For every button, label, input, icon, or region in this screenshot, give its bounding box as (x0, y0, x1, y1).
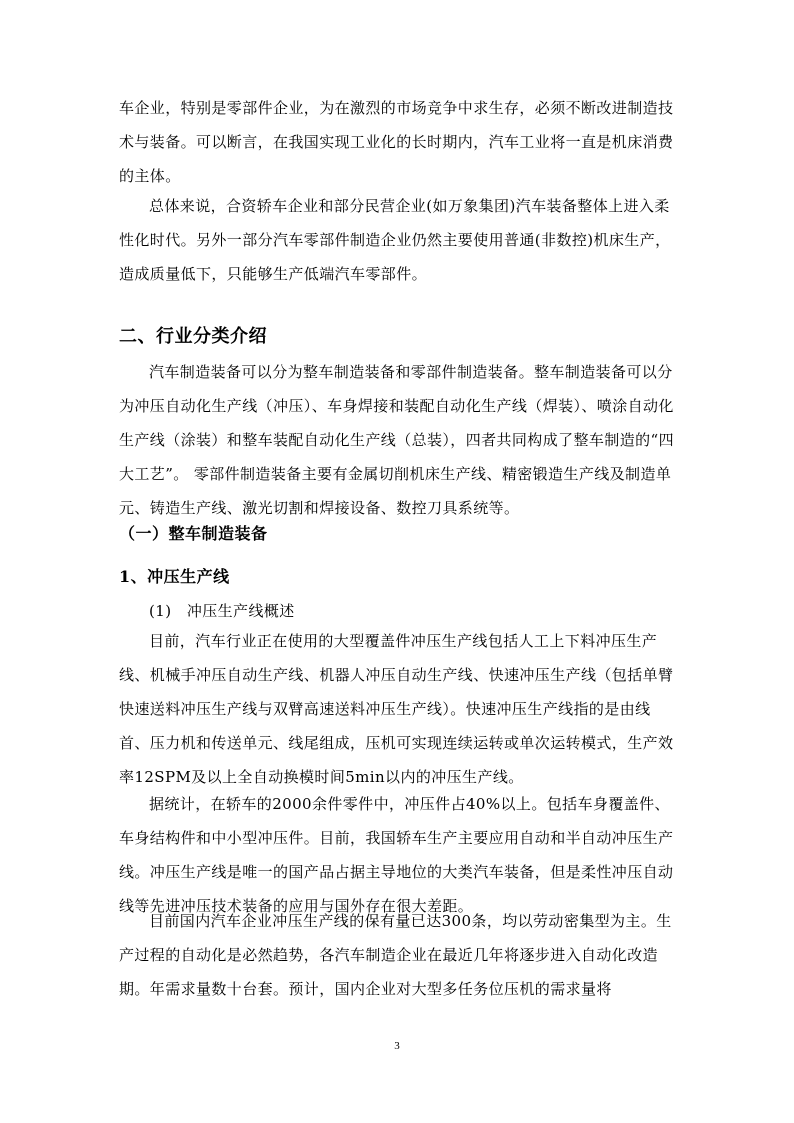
paragraph-stamping-statistics: 据统计，在轿车的2000余件零件中，冲压件占40%以上。包括车身覆盖件、车身结构件和中小型冲压件。目前，我国轿车生产主要应用自动和半自动冲压生产线。冲压生产线是唯一的国产品占据主导地位的大类汽车装备，但是柔性冲压自动线等先进冲压技术装备的应用与国外存在很大差距。 (119, 795, 674, 915)
paragraph-equipment-categories: 汽车制造装备可以分为整车制造装备和零部件制造装备。整车制造装备可以分为冲压自动化生产线（冲压）、车身焊接和装配自动化生产线（焊装）、喷涂自动化生产线（涂装）和整车装配自动化生产线（总装），四者共同构成了整车制造的“四大工艺”。 零部件制造装备主要有金属切削机床生产线、精密锻造生产线及制造单元、铸造生产线、激光切割和焊接设备、数控刀具系统等。 (119, 363, 674, 517)
paragraph-domestic-stamping-lines: 目前国内汽车企业冲压生产线的保有量已达300条，均以劳动密集型为主。生产过程的自动化是必然趋势，各汽车制造企业在最近几年将逐步进入自动化改造期。年需求量数十台套。预计，国内企业对大型多任务位压机的需求量将 (119, 912, 672, 998)
paragraph-flexibility-era: 总体来说，合资轿车企业和部分民营企业(如万象集团)汽车装备整体上进入柔性化时代。另外一部分汽车零部件制造企业仍然主要使用普通(非数控)机床生产，造成质量低下，只能够生产低端汽车零部件。 (119, 197, 671, 283)
item-heading-stamping-line: 1、冲压生产线 (119, 567, 230, 586)
subsection-heading-vehicle-equipment: （一）整车制造装备 (119, 524, 268, 543)
paragraph-machine-tool-consumption: 车企业，特别是零部件企业，为在激烈的市场竞争中求生存，必须不断改进制造技术与装备。可以断言，在我国实现工业化的长时期内，汽车工业将一直是机床消费的主体。 (119, 99, 674, 185)
sub-item-heading-stamping-overview: (1) 冲压生产线概述 (149, 602, 295, 620)
section-heading-industry-classification: 二、行业分类介绍 (119, 326, 267, 347)
page-number: 3 (394, 1040, 400, 1052)
paragraph-stamping-line-types: 目前，汽车行业正在使用的大型覆盖件冲压生产线包括人工上下料冲压生产线、机械手冲压自动生产线、机器人冲压自动生产线、快速冲压生产线（包括单臂快速送料冲压生产线与双臂高速送料冲压生产线）。快速冲压生产线指的是由线首、压力机和传送单元、线尾组成，压机可实现连续运转或单次运转模式，生产效率12SPM及以上全自动换模时间5min以内的冲压生产线。 (119, 632, 674, 786)
